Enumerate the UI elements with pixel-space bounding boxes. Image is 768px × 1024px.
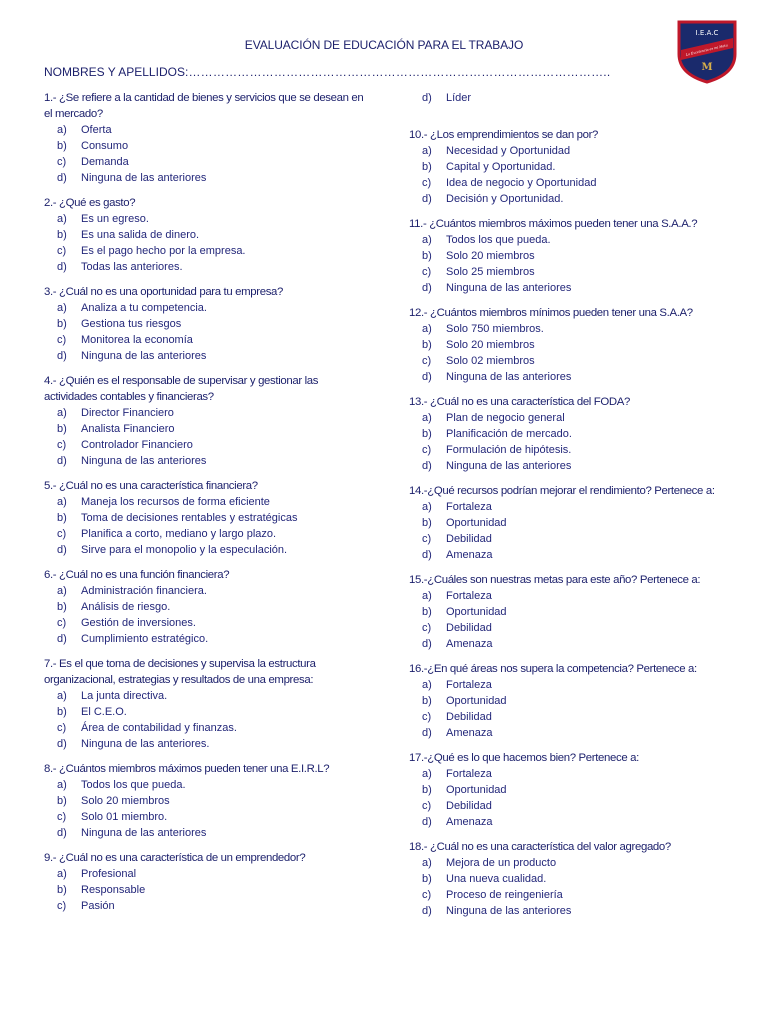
option-text: Demanda (81, 156, 129, 168)
option-letter: d) (57, 350, 67, 362)
option-letter: a) (57, 496, 67, 508)
option-text: Maneja los recursos de forma eficiente (81, 496, 270, 508)
option-letter: a) (422, 857, 432, 869)
option-text: Consumo (81, 140, 129, 152)
option-text: Analista Financiero (81, 423, 175, 435)
option-letter: a) (422, 501, 432, 513)
answer-option[interactable] (409, 782, 739, 798)
question-block (409, 839, 739, 919)
option-letter: c) (57, 811, 67, 823)
answer-option[interactable] (409, 369, 739, 385)
right-question-list (409, 127, 739, 919)
answer-option[interactable] (409, 814, 739, 830)
option-letter: b) (422, 517, 432, 529)
option-letter: b) (422, 695, 432, 707)
option-letter: b) (57, 884, 67, 896)
option-letter: d) (57, 455, 67, 467)
option-letter: c) (422, 355, 432, 367)
answer-option[interactable] (409, 693, 739, 709)
option-letter: d) (422, 905, 432, 917)
option-text: Administración financiera. (81, 585, 207, 597)
option-text: Fortaleza (446, 501, 492, 513)
question-text: 14.-¿Qué recursos podrían mejorar el rendimiento? Pertenece a: (409, 485, 715, 497)
option-letter: a) (57, 302, 67, 314)
answer-option[interactable] (44, 138, 374, 154)
option-letter: b) (422, 250, 432, 262)
option-letter: b) (57, 512, 67, 524)
option-text: Capital y Oportunidad. (446, 161, 556, 173)
option-letter: d) (57, 827, 67, 839)
option-text: Gestión de inversiones. (81, 617, 196, 629)
answer-option[interactable] (409, 677, 739, 693)
option-text: Solo 20 miembros (446, 339, 535, 351)
answer-option[interactable] (409, 620, 739, 636)
question-block (409, 305, 739, 385)
option-text: Amenaza (446, 549, 493, 561)
option-letter: d) (57, 544, 67, 556)
question-block (44, 478, 374, 558)
option-letter: c) (422, 622, 432, 634)
option-letter: c) (422, 444, 432, 456)
question-block (44, 90, 374, 186)
answer-option[interactable] (44, 736, 374, 752)
option-letter: c) (57, 156, 67, 168)
exam-title: EVALUACIÓN DE EDUCACIÓN PARA EL TRABAJO (244, 38, 524, 52)
option-text: Todas las anteriores. (81, 261, 183, 273)
answer-option[interactable] (44, 615, 374, 631)
option-letter: c) (57, 439, 67, 451)
answer-option[interactable] (44, 599, 374, 615)
option-letter: c) (422, 533, 432, 545)
option-text: Todos los que pueda. (446, 234, 551, 246)
answer-option[interactable] (409, 442, 739, 458)
answer-option[interactable] (44, 437, 374, 453)
answer-option[interactable] (409, 248, 739, 264)
option-letter: b) (422, 428, 432, 440)
answer-option[interactable] (44, 122, 374, 138)
question-text: 2.- ¿Qué es gasto? (44, 197, 136, 209)
answer-option[interactable] (44, 421, 374, 437)
question-text: 11.- ¿Cuántos miembros máximos pueden tener una S.A.A.? (409, 218, 698, 230)
answer-option[interactable] (44, 866, 374, 882)
answer-option[interactable] (409, 725, 739, 741)
option-text: Planificación de mercado. (446, 428, 572, 440)
option-text: Fortaleza (446, 768, 492, 780)
option-text: Proceso de reingeniería (446, 889, 563, 901)
option-text: Oportunidad (446, 606, 507, 618)
option-text: Ninguna de las anteriores (81, 455, 207, 467)
question-text: 8.- ¿Cuántos miembros máximos pueden tener una E.I.R.L? (44, 763, 330, 775)
answer-option[interactable] (44, 316, 374, 332)
answer-option[interactable] (409, 264, 739, 280)
answer-option[interactable] (44, 720, 374, 736)
answer-option[interactable] (409, 855, 739, 871)
answer-option[interactable] (44, 300, 374, 316)
answer-option[interactable] (409, 191, 739, 207)
question-text: 16.-¿En qué áreas nos supera la competencia? Pertenece a: (409, 663, 697, 675)
option-text: Gestiona tus riesgos (81, 318, 182, 330)
answer-option[interactable] (44, 348, 374, 364)
option-text: Área de contabilidad y finanzas. (81, 722, 237, 734)
question-text: 13.- ¿Cuál no es una característica del FODA? (409, 396, 631, 408)
answer-option[interactable] (409, 636, 739, 652)
question-block (409, 750, 739, 830)
option-letter: a) (422, 412, 432, 424)
option-letter: a) (57, 868, 67, 880)
answer-option[interactable] (44, 259, 374, 275)
answer-option[interactable] (409, 709, 739, 725)
question-block (409, 572, 739, 652)
question-text: 3.- ¿Cuál no es una oportunidad para tu empresa? (44, 286, 284, 298)
option-text: Amenaza (446, 727, 493, 739)
option-text: Solo 01 miembro. (81, 811, 168, 823)
right-column (409, 90, 739, 928)
question-block (409, 394, 739, 474)
option-letter: d) (422, 92, 432, 104)
question-text: 4.- ¿Quién es el responsable de supervisar y gestionar las actividades contables y financieras? (44, 375, 319, 403)
question-block (44, 284, 374, 364)
option-letter: c) (422, 800, 432, 812)
answer-option[interactable] (409, 515, 739, 531)
answer-option[interactable] (44, 332, 374, 348)
option-text: Es un egreso. (81, 213, 149, 225)
answer-option[interactable] (44, 227, 374, 243)
answer-option[interactable] (409, 887, 739, 903)
option-text: Amenaza (446, 816, 493, 828)
answer-option[interactable] (409, 232, 739, 248)
school-crest-logo (677, 20, 737, 84)
option-letter: b) (57, 706, 67, 718)
question-block (44, 850, 374, 914)
answer-option[interactable] (409, 499, 739, 515)
option-letter: d) (422, 193, 432, 205)
option-letter: b) (422, 161, 432, 173)
option-text: Es una salida de dinero. (81, 229, 200, 241)
answer-option[interactable] (44, 154, 374, 170)
option-text: La junta directiva. (81, 690, 168, 702)
question-block (44, 761, 374, 841)
question-text: 15.-¿Cuáles son nuestras metas para este año? Pertenece a: (409, 574, 701, 586)
option-text: Analiza a tu competencia. (81, 302, 207, 314)
option-letter: b) (422, 873, 432, 885)
answer-option[interactable] (44, 542, 374, 558)
answer-option[interactable] (409, 90, 739, 106)
option-text: Oferta (81, 124, 112, 136)
answer-option[interactable] (44, 777, 374, 793)
question-block (44, 567, 374, 647)
option-letter: d) (422, 282, 432, 294)
option-letter: a) (422, 590, 432, 602)
option-letter: c) (422, 266, 432, 278)
option-text: Análisis de riesgo. (81, 601, 171, 613)
option-text: Solo 25 miembros (446, 266, 535, 278)
option-letter: a) (422, 323, 432, 335)
option-text: Oportunidad (446, 695, 507, 707)
option-letter: a) (57, 213, 67, 225)
option-text: Debilidad (446, 622, 492, 634)
option-text: Controlador Financiero (81, 439, 193, 451)
option-letter: d) (422, 816, 432, 828)
option-text: El C.E.O. (81, 706, 127, 718)
option-letter: c) (57, 900, 67, 912)
option-letter: c) (57, 334, 67, 346)
option-letter: b) (57, 795, 67, 807)
option-text: Amenaza (446, 638, 493, 650)
option-text: Fortaleza (446, 590, 492, 602)
answer-option[interactable] (44, 170, 374, 186)
logo-motto: La Excelencia es mi Meta (685, 43, 729, 57)
option-letter: c) (422, 889, 432, 901)
option-text: Director Financiero (81, 407, 174, 419)
option-letter: c) (57, 722, 67, 734)
option-text: Cumplimiento estratégico. (81, 633, 209, 645)
option-letter: a) (57, 124, 67, 136)
option-letter: c) (422, 711, 432, 723)
question-block (409, 483, 739, 563)
answer-option[interactable] (44, 526, 374, 542)
option-text: Ninguna de las anteriores (81, 172, 207, 184)
answer-option[interactable] (44, 898, 374, 914)
option-text: Ninguna de las anteriores (446, 282, 572, 294)
option-letter: a) (57, 779, 67, 791)
option-letter: d) (57, 738, 67, 750)
option-text: Solo 20 miembros (81, 795, 170, 807)
answer-option[interactable] (409, 458, 739, 474)
answer-option[interactable] (409, 604, 739, 620)
logo-letter: M (701, 62, 713, 73)
option-text: Responsable (81, 884, 146, 896)
option-letter: c) (57, 617, 67, 629)
answer-option[interactable] (409, 143, 739, 159)
option-text: Debilidad (446, 711, 492, 723)
option-letter: b) (57, 318, 67, 330)
left-column (44, 90, 374, 923)
option-letter: a) (57, 407, 67, 419)
answer-option[interactable] (409, 547, 739, 563)
option-text: Pasión (81, 900, 115, 912)
option-text: Necesidad y Oportunidad (446, 145, 571, 157)
question-block (409, 216, 739, 296)
question-block (409, 661, 739, 741)
question-text: 17.-¿Qué es lo que hacemos bien? Pertenece a: (409, 752, 639, 764)
option-text: Es el pago hecho por la empresa. (81, 245, 246, 257)
option-text: Decisión y Oportunidad. (446, 193, 564, 205)
question-block (409, 127, 739, 207)
question-block (44, 373, 374, 469)
answer-option[interactable] (44, 704, 374, 720)
option-text: Solo 02 miembros (446, 355, 535, 367)
answer-option[interactable] (44, 211, 374, 227)
option-letter: a) (422, 234, 432, 246)
option-letter: b) (422, 339, 432, 351)
question-text: 1.- ¿Se refiere a la cantidad de bienes y servicios que se desean en el mercado? (44, 92, 364, 120)
option-letter: a) (57, 585, 67, 597)
option-text: Ninguna de las anteriores. (81, 738, 210, 750)
option-text: Ninguna de las anteriores (81, 827, 207, 839)
answer-option[interactable] (409, 337, 739, 353)
option-letter: a) (422, 768, 432, 780)
option-letter: b) (57, 423, 67, 435)
option-text: Toma de decisiones rentables y estratégicas (81, 512, 298, 524)
option-text: Solo 750 miembros. (446, 323, 544, 335)
option-letter: d) (57, 633, 67, 645)
question-text: 10.- ¿Los emprendimientos se dan por? (409, 129, 599, 141)
option-text: Ninguna de las anteriores (446, 371, 572, 383)
option-letter: c) (422, 177, 432, 189)
answer-option[interactable] (409, 175, 739, 191)
option-letter: a) (57, 690, 67, 702)
option-letter: c) (57, 528, 67, 540)
option-letter: b) (57, 140, 67, 152)
answer-option[interactable] (409, 410, 739, 426)
answer-option[interactable] (44, 510, 374, 526)
names-dots: :………………………………………………………………………………………….. (184, 65, 611, 79)
option-text: Profesional (81, 868, 137, 880)
option-text: Solo 20 miembros (446, 250, 535, 262)
question-text: 6.- ¿Cuál no es una función financiera? (44, 569, 230, 581)
option-letter: d) (422, 638, 432, 650)
option-text: Idea de negocio y Oportunidad (446, 177, 597, 189)
answer-option[interactable] (409, 588, 739, 604)
question-block (44, 656, 374, 752)
option-text: Monitorea la economía (81, 334, 193, 346)
option-text: Debilidad (446, 533, 492, 545)
option-text: Ninguna de las anteriores (446, 905, 572, 917)
logo-text: I.E.A.C (695, 29, 719, 37)
answer-option[interactable] (409, 321, 739, 337)
option-text: Debilidad (446, 800, 492, 812)
question-text: 12.- ¿Cuántos miembros mínimos pueden tener una S.A.A? (409, 307, 693, 319)
option-letter: d) (422, 549, 432, 561)
option-letter: b) (422, 606, 432, 618)
question-text: 7.- Es el que toma de decisiones y supervisa la estructura organizacional, estrategias y resultados de una empresa: (44, 658, 316, 686)
question-block (44, 195, 374, 275)
option-text: Sirve para el monopolio y la especulación. (81, 544, 288, 556)
answer-option[interactable] (409, 353, 739, 369)
option-letter: d) (422, 460, 432, 472)
answer-option[interactable] (44, 453, 374, 469)
answer-option[interactable] (44, 825, 374, 841)
option-letter: b) (57, 601, 67, 613)
answer-option[interactable] (409, 280, 739, 296)
option-text: Formulación de hipótesis. (446, 444, 572, 456)
option-text: Una nueva cualidad. (446, 873, 547, 885)
answer-option[interactable] (44, 882, 374, 898)
answer-option[interactable] (44, 631, 374, 647)
option-letter: d) (57, 261, 67, 273)
option-text: Fortaleza (446, 679, 492, 691)
option-text: Plan de negocio general (446, 412, 565, 424)
answer-option[interactable] (44, 583, 374, 599)
answer-option[interactable] (409, 159, 739, 175)
option-text: Todos los que pueda. (81, 779, 186, 791)
question-text: 9.- ¿Cuál no es una característica de un emprendedor? (44, 852, 306, 864)
option-text: Ninguna de las anteriores (81, 350, 207, 362)
answer-option[interactable] (409, 903, 739, 919)
option-letter: b) (57, 229, 67, 241)
option-letter: c) (57, 245, 67, 257)
answer-option[interactable] (409, 531, 739, 547)
option-text: Mejora de un producto (446, 857, 557, 869)
question-text: 5.- ¿Cuál no es una característica financiera? (44, 480, 258, 492)
option-text: Ninguna de las anteriores (446, 460, 572, 472)
option-letter: d) (422, 371, 432, 383)
answer-option[interactable] (44, 809, 374, 825)
answer-option[interactable] (44, 494, 374, 510)
answer-option[interactable] (409, 871, 739, 887)
option-letter: d) (57, 172, 67, 184)
answer-option[interactable] (44, 793, 374, 809)
answer-option[interactable] (44, 405, 374, 421)
answer-option[interactable] (409, 798, 739, 814)
option-text: Oportunidad (446, 784, 507, 796)
answer-option[interactable] (44, 688, 374, 704)
answer-option[interactable] (409, 766, 739, 782)
option-text: Planifica a corto, mediano y largo plazo. (81, 528, 277, 540)
answer-option[interactable] (44, 243, 374, 259)
option-letter: b) (422, 784, 432, 796)
option-letter: a) (422, 679, 432, 691)
option-text: Oportunidad (446, 517, 507, 529)
option-text: Líder (446, 92, 472, 104)
names-line (44, 65, 610, 79)
option-letter: d) (422, 727, 432, 739)
names-label: NOMBRES Y APELLIDOS (44, 65, 185, 79)
question-text: 18.- ¿Cuál no es una característica del valor agregado? (409, 841, 671, 853)
option-letter: a) (422, 145, 432, 157)
answer-option[interactable] (409, 426, 739, 442)
